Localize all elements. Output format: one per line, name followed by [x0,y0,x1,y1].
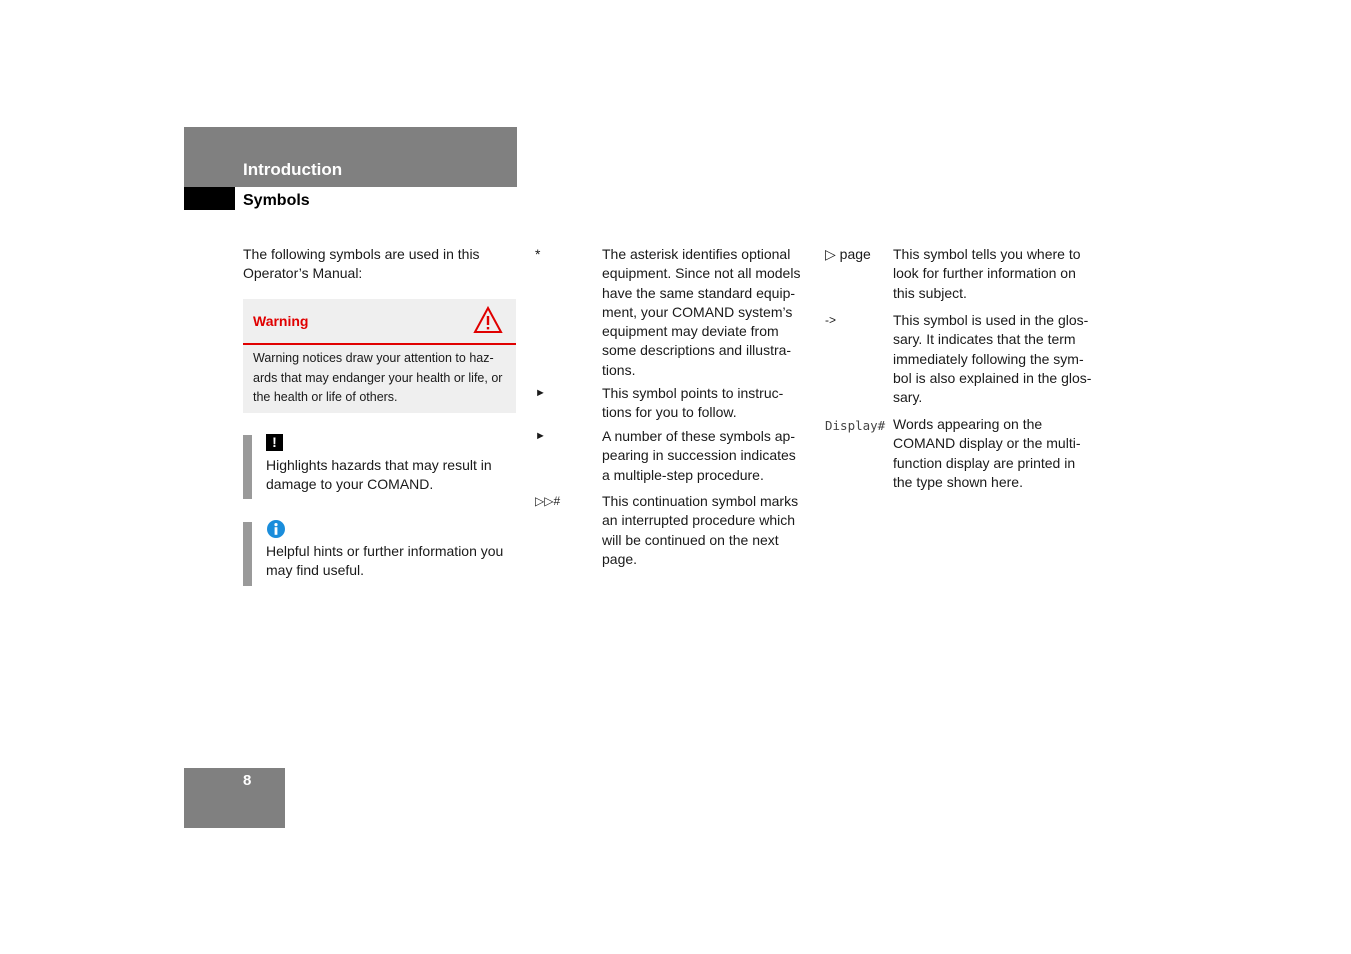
section-tab-marker [184,187,235,210]
info-text: Helpful hints or further information you may find useful. [266,543,504,579]
page-reference-symbol: ▷ page [825,246,871,262]
info-icon [267,520,285,538]
instruction-description: This symbol points to instruc-tions for you to follow. [602,385,784,421]
header-bar [184,127,517,187]
continuation-symbol: ▷▷# [535,494,561,508]
page-reference-description: This symbol tells you where to look for further information on this subject. [893,246,1081,301]
display-text-description: Words appearing on the COMAND display or the multi-function display are printed in the type shown here. [893,416,1081,490]
multi-step-arrow-icon: ► [535,430,546,442]
instruction-arrow-icon: ► [535,387,546,399]
page-number: 8 [243,772,252,789]
info-note-bar [243,522,252,586]
page-number-box [184,768,285,828]
display-text-symbol: Display# [825,418,886,433]
exclamation-icon: ! [266,434,283,451]
asterisk-description: The asterisk identifies optional equipment. Since not all models have the same standard equip-ment, your COMAND system’s equipment may deviate from some descriptions and illustra-tions. [602,246,801,378]
glossary-description: This symbol is used in the glos-sary. It indicates that the term immediately following the sym-bol is also explained in the glos-sary. [893,312,1092,406]
section-title: Introduction [243,160,343,179]
glossary-arrow-symbol: -> [825,313,837,327]
continuation-description: This continuation symbol marks an interrupted procedure which will be continued on the next page. [602,493,799,567]
warning-text: Warning notices draw your attention to haz-ards that may endanger your health or life, or the health or life of others. [253,351,503,404]
asterisk-symbol: * [535,246,541,262]
warning-label: Warning [253,313,309,329]
multi-step-description: A number of these symbols ap-pearing in succession indicates a multiple-step procedure. [602,428,796,483]
intro-text: The following symbols are used in this Operator’s Manual: [243,246,480,282]
caution-note-bar [243,435,252,499]
caution-text: Highlights hazards that may result in damage to your COMAND. [266,457,492,493]
warning-triangle-icon [473,306,503,334]
warning-header [243,299,516,345]
warning-box [243,299,516,413]
subsection-title: Symbols [243,192,310,209]
